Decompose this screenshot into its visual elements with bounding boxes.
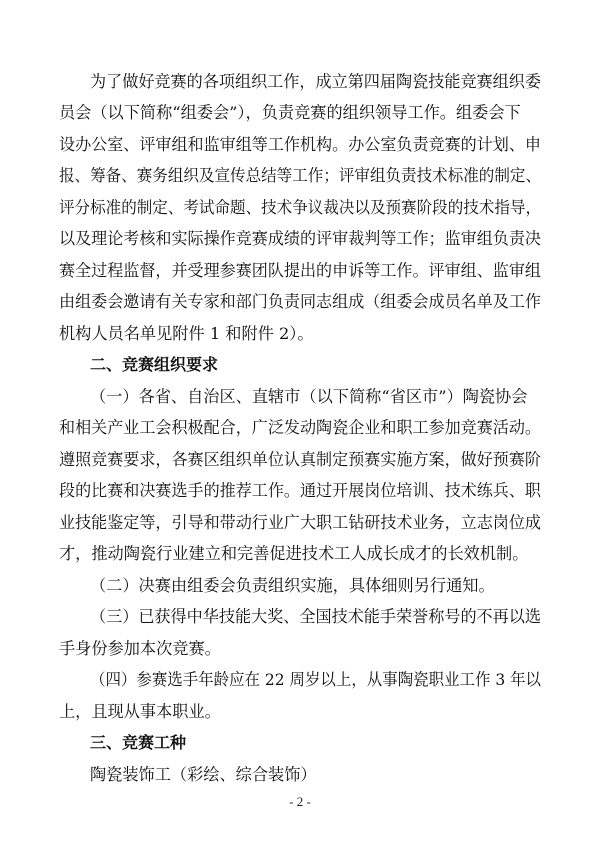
paragraph-line: 评分标准的制定、考试命题、技术争议裁决以及预赛阶段的技术指导， [59,198,541,217]
paragraph-line: 遵照竞赛要求，各赛区组织单位认真制定预赛实施方案，做好预赛阶 [59,450,541,469]
paragraph-line: 和相关产业工会积极配合，广泛发动陶瓷企业和职工参加竞赛活动。 [59,418,541,437]
paragraph-line: （三）已获得中华技能大奖、全国技术能手荣誉称号的不再以选 [90,607,541,626]
paragraph-line: 上，且现从事本职业。 [59,702,221,721]
paragraph-line: 员会（以下简称“组委会”），负责竞赛的组织领导工作。组委会下 [59,103,521,122]
paragraph-line: （二）决赛由组委会负责组织实施，具体细则另行通知。 [90,576,495,595]
paragraph-line: 段的比赛和决赛选手的推荐工作。通过开展岗位培训、技术练兵、职 [59,481,541,500]
page-number: - 2 - [289,794,311,809]
paragraph-line: 陶瓷装饰工（彩绘、综合装饰） [90,765,317,784]
paragraph-line: 机构人员名单见附件 1 和附件 2）。 [59,324,314,343]
section-heading: 二、竞赛组织要求 [90,355,219,374]
paragraph-line: 为了做好竞赛的各项组织工作，成立第四届陶瓷技能竞赛组织委 [90,72,541,91]
paragraph-line: 设办公室、评审组和监审组等工作机构。办公室负责竞赛的计划、申 [59,135,541,154]
paragraph-line: 以及理论考核和实际操作竞赛成绩的评审裁判等工作；监审组负责决 [59,229,541,248]
paragraph-line: 业技能鉴定等，引导和带动行业广大职工钻研技术业务，立志岗位成 [59,513,541,532]
paragraph-line: 报、筹备、赛务组织及宣传总结等工作；评审组负责技术标准的制定、 [59,166,541,185]
paragraph-line: （四）参赛选手年龄应在 22 周岁以上，从事陶瓷职业工作 3 年以 [90,670,542,689]
paragraph-line: （一）各省、自治区、直辖市（以下简称“省区市”）陶瓷协会 [90,387,528,406]
paragraph-line: 手身份参加本次竞赛。 [59,639,221,658]
paragraph-line: 赛全过程监督，并受理参赛团队提出的申诉等工作。评审组、监审组 [59,261,541,280]
paragraph-line: 由组委会邀请有关专家和部门负责同志组成（组委会成员名单及工作 [59,292,541,311]
section-heading: 三、竞赛工种 [90,733,187,752]
paragraph-line: 才，推动陶瓷行业建立和完善促进技术工人成长成才的长效机制。 [59,544,529,563]
